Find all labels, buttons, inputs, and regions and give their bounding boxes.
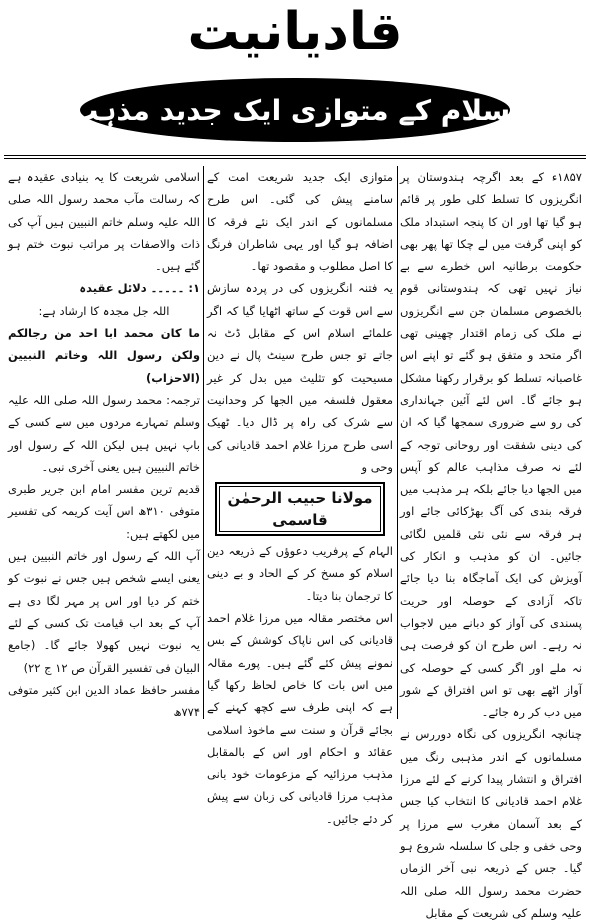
column-middle [207, 166, 393, 826]
paragraph: مفسر حافظ عماد الدین ابن کثیر متوفی ۷۷۴ھ [8, 682, 200, 720]
header-rule-double [4, 158, 586, 159]
column-right [400, 166, 582, 920]
column-divider [397, 166, 398, 719]
page-title: قادیانیت [187, 2, 403, 62]
section-heading: ۱: ۔۔۔۔۔ دلائل عقیدہ [79, 281, 200, 296]
paragraph: اللہ جل مجدہ کا ارشاد ہے: [38, 303, 170, 318]
header-rule [4, 155, 586, 156]
author-name: مولانا حبیب الرحمٰن قاسمی [219, 486, 381, 532]
paragraph: یہ فتنہ انگریزوں کی در پردہ سازش سے اس قوت کے ساتھ اٹھایا گیا کہ اگر علمائے اسلام اس کے مقابل ڈٹ نہ جاتے تو جس طرح سینٹ پال نے دین مسیحیت کو تثلیث میں بدل کر غیر معقول فلسفہ میں الجھا کر وحدانیت سے شرک کی راہ پر ڈال دیا۔ ٹھیک اسی طرح مرزا غلام احمد قادیانی کی وحی و [207, 281, 393, 474]
column-left [8, 166, 200, 719]
paragraph: اسلامی شریعت کا یہ بنیادی عقیدہ ہے کہ رسالت مآب محمد رسول اللہ صلی اللہ علیہ وسلم خاتم النبیین ہیں آپ کی ذات والاصفات پر مراتب نبوت ختم ہو گئے ہیں۔ [8, 170, 200, 274]
column-divider [203, 166, 204, 719]
subtitle-banner [70, 78, 520, 142]
subtitle-text: اسلام کے متوازی ایک جدید مذہب [70, 93, 520, 127]
quranic-verse: ما کان محمد ابا احد من رجالکم ولکن رسول اللہ وخاتم النبیین (الاحزاب) [8, 326, 200, 385]
paragraph: قدیم ترین مفسر امام ابن جریر طبری متوفی ۳۱۰ھ اس آیت کریمہ کی تفسیر میں لکھتے ہیں: [8, 482, 200, 541]
paragraph: چنانچہ انگریزوں کی نگاہ دوررس نے مسلمانوں کے اندر مذہبی رنگ میں افتراق و انتشار پیدا کرنے کے لئے مرزا غلام احمد قادیانی کا انتخاب کیا جس کے بعد آسمان مغرب سے مرزا پر وحی خفی و جلی کا سلسلہ شروع ہو گیا۔ جس کے ذریعہ نبی آخر الزماں حضرت محمد رسول اللہ صلی اللہ علیہ وسلم کی شریعت کے مقابل [400, 727, 582, 920]
tafsir-quote: آپ اللہ کے رسول اور خاتم النبیین ہیں یعنی ایسے شخص ہیں جس نے نبوت کو ختم کر دیا اور اس پر مہر لگا دی ہے آپ کے بعد اب قیامت تک کسی کے لئے یہ نبوت نہیں کھولا جائے گا۔ (جامع البیان فی تفسیر القرآن ص ۱۲ ج ۲۲) [8, 549, 200, 675]
paragraph: متوازی ایک جدید شریعت امت کے سامنے پیش کی گئی۔ اس طرح مسلمانوں کے اندر ایک نئے فرقہ کا اضافہ ہو گیا اور یہی شاطران فرنگ کا اصل مطلوب و مقصود تھا۔ [207, 170, 393, 274]
author-box [215, 482, 385, 536]
translation: ترجمہ: محمد رسول اللہ صلی اللہ علیہ وسلم تمہارے مردوں میں سے کسی کے باپ نہیں ہیں لیکن اللہ کے رسول اور خاتم النبیین ہیں یعنی آخری نبی۔ [8, 392, 200, 474]
paragraph: اس مختصر مقالہ میں مرزا غلام احمد قادیانی کی اس ناپاک کوشش کے بس نمونے پیش کئے گئے ہیں۔ پورے مقالہ میں اس بات کا خاص لحاظ رکھا گیا ہے کہ اپنی طرف سے کچھ کہنے کے بجائے قرآن و سنت سے ماخوذ اسلامی عقائد و احکام اور اس کے بالمقابل مذہب مرزائیہ کے مزعومات خود بانی مذہب مرزا قادیانی کی زبان سے پیش کر دئے جائیں۔ [207, 611, 393, 826]
paragraph: الہام کے پرفریب دعوؤں کے ذریعہ دین اسلام کو مسخ کر کے الحاد و بے دینی کا ترجمان بنا دیتا۔ [207, 544, 393, 603]
paragraph: ۱۸۵۷ء کے بعد اگرچہ ہندوستان پر انگریزوں کا تسلط کلی طور پر قائم ہو گیا تھا اور ان کا پنجہ استبداد ملک کو اپنی گرفت میں لے چکا تھا پھر بھی حکومت برطانیہ اس خطرے سے بے نیاز نہیں تھی کہ ہندوستانی قوم بالخصوص مسلمان جن سے انگریزوں نے ملک کی زمام اقتدار چھینی تھی اگر متحد و متفق ہو گئے تو اپنے اس غاصبانہ تسلط کو برقرار رکھنا مشکل ہو جائے گا۔ اس لئے آئین جہانداری کی رو سے ضروری سمجھا گیا کہ ان کی دینی شفقت اور روحانی توجہ کے لئے نہ صرف مذاہب عالم کو آپس میں الجھا دیا جائے بلکہ ہر مذہب میں فرقہ بندی کی آگ بھڑکائی جائے اور ہر فرقہ سے نئی نئی قلمیں لگائی جائیں۔ ان کو مذہب و انکار کی آویزش کی ایک آماجگاہ بنا دیا جائے تاکہ آزادی کے حوصلہ اور حریت پسندی کی آواز کو دبانے میں لاجواب نہ رہے۔ اس طرح ان کو فرصت ہی نہ ملے اور اگر کسی کے حوصلہ کی آواز اٹھے بھی تو اس افتراق کے شور میں دب کر رہ جائے۔ [400, 170, 582, 720]
